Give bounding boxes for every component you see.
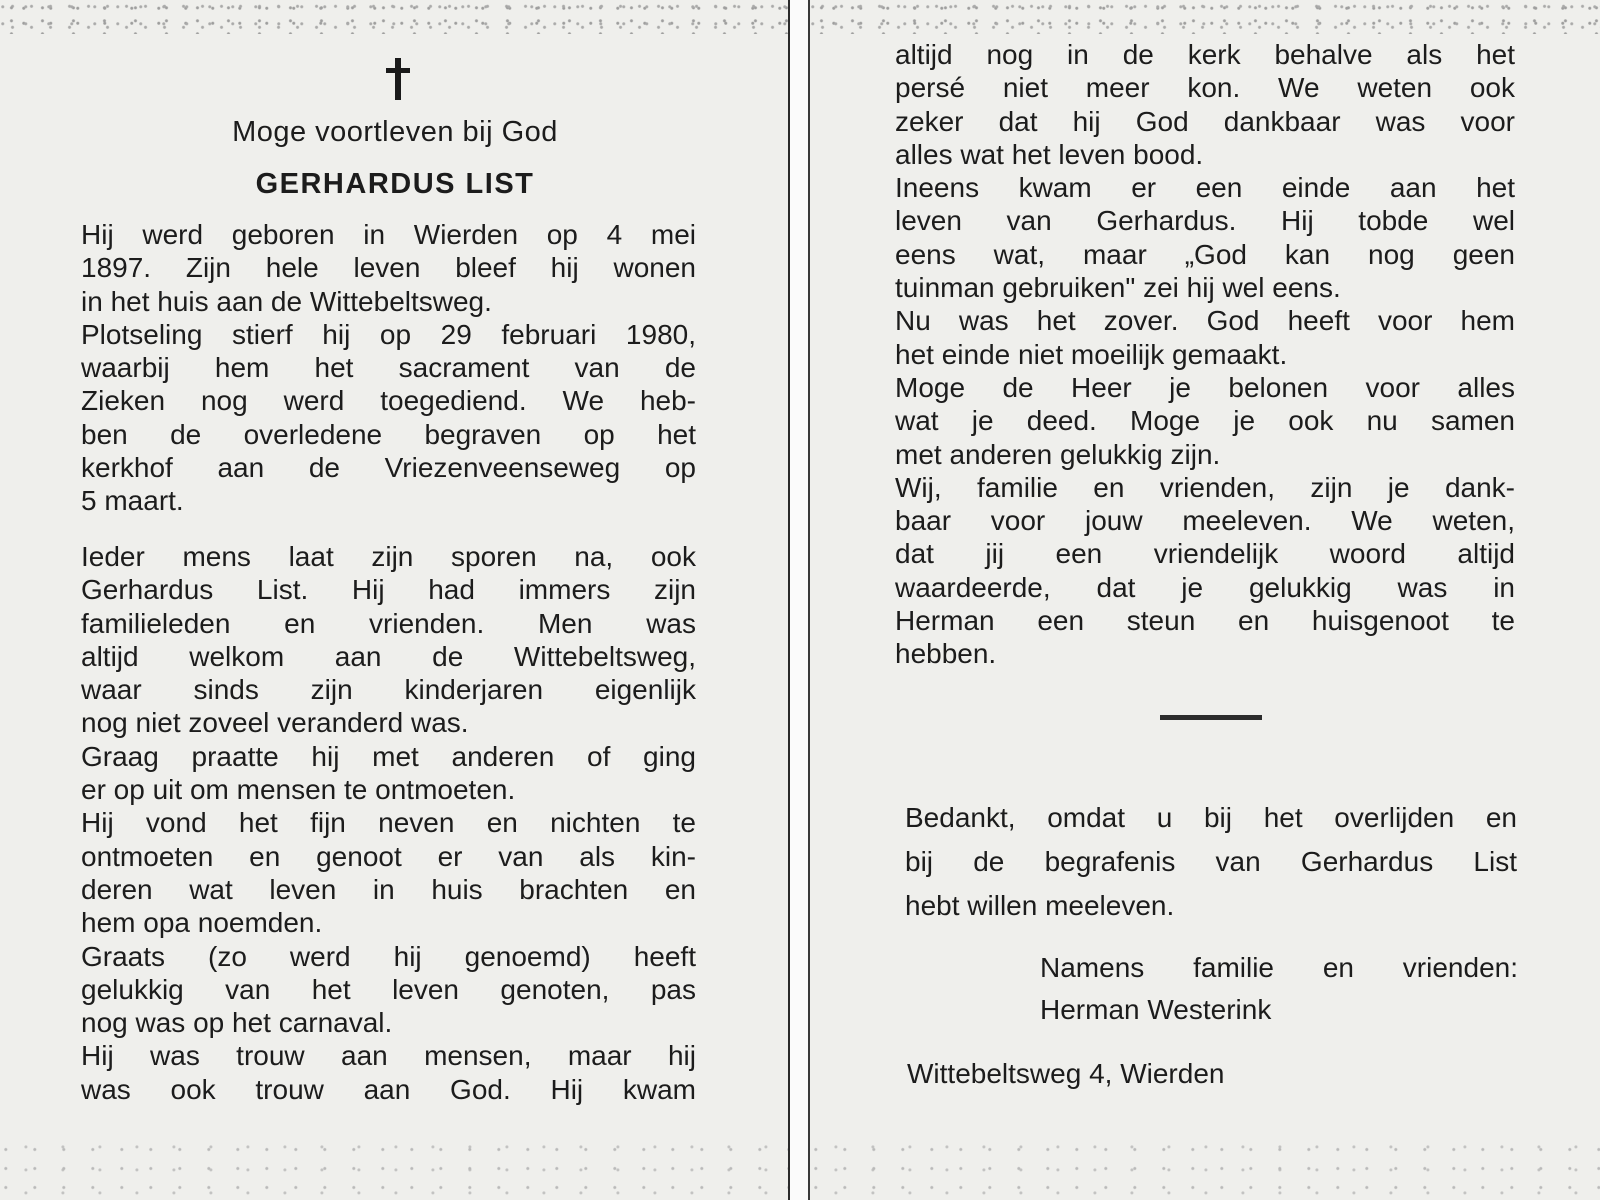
text-line: 1897. Zijn hele leven bleef hij wonen — [81, 252, 696, 284]
text-line: persé niet meer kon. We weten ook — [895, 72, 1515, 104]
text-line: wat je deed. Moge je ook nu samen — [895, 405, 1515, 437]
text-line: eens wat, maar „God kan nog geen — [895, 238, 1515, 270]
text-line: Zieken nog werd toegediend. We heb- — [81, 385, 696, 417]
paragraph-life — [81, 540, 696, 1106]
text-line: Wij, familie en vrienden, zijn je dank- — [895, 471, 1515, 503]
text-line: alles wat het leven bood. — [895, 138, 1204, 170]
text-line: nog niet zoveel veranderd was. — [81, 707, 469, 739]
text-line: kerkhof aan de Vriezenveenseweg op — [81, 452, 696, 484]
text-line: Hij vond het fijn neven en nichten te — [81, 807, 696, 839]
intro-heading: Moge voortleven bij God — [232, 116, 558, 148]
text-line: familieleden en vrienden. Men was — [81, 607, 696, 639]
text-line: altijd nog in de kerk behalve als het — [895, 39, 1515, 70]
text-line: waar sinds zijn kinderjaren eigenlijk — [81, 674, 696, 706]
page-gutter — [790, 0, 808, 1200]
print-speckle — [0, 0, 788, 34]
address: Wittebeltsweg 4, Wierden — [907, 1058, 1225, 1089]
deceased-name: GERHARDUS LIST — [255, 168, 535, 200]
text-line: hebt willen meeleven. — [905, 890, 1175, 921]
signature-line: Namens familie en vrienden: — [1040, 952, 1518, 983]
text-line: tuinman gebruiken" zei hij wel eens. — [895, 272, 1341, 304]
text-line: zeker dat hij God dankbaar was voor — [895, 105, 1515, 137]
text-line: Bedankt, omdat u bij het overlijden en — [905, 802, 1517, 833]
text-line: baar voor jouw meeleven. We weten, — [895, 505, 1515, 537]
print-speckle — [810, 0, 1600, 34]
text-line: er op uit om mensen te ontmoeten. — [81, 774, 516, 806]
text-line: Nu was het zover. God heeft voor hem — [895, 305, 1515, 337]
text-line: gelukkig van het leven genoten, pas — [81, 973, 696, 1005]
signature-name: Herman Westerink — [1040, 994, 1272, 1025]
print-speckle — [810, 1140, 1600, 1200]
text-line: bij de begrafenis van Gerhardus List — [905, 846, 1517, 877]
text-line: ben de overledene begraven op het — [81, 418, 696, 450]
text-line: deren wat leven in huis brachten en — [81, 873, 696, 905]
text-line: Ieder mens laat zijn sporen na, ook — [81, 541, 696, 572]
text-line: altijd welkom aan de Wittebeltsweg, — [81, 640, 696, 672]
text-line: met anderen gelukkig zijn. — [895, 438, 1221, 470]
signature-block — [1040, 947, 1518, 1031]
cross-icon — [383, 56, 413, 102]
paragraph-faith — [895, 38, 1515, 671]
text-line: in het huis aan de Wittebeltsweg. — [81, 285, 492, 317]
text-line: Herman een steun en huisgenoot te — [895, 605, 1515, 637]
text-line: Hij was trouw aan mensen, maar hij — [81, 1040, 696, 1072]
text-line: was ook trouw aan God. Hij kwam — [81, 1073, 696, 1105]
text-line: Graag praatte hij met anderen of ging — [81, 740, 696, 772]
print-speckle — [0, 1140, 788, 1200]
text-line: Plotseling stierf hij op 29 februari 1980, — [81, 318, 696, 350]
text-line: 5 maart. — [81, 485, 184, 517]
text-line: Moge de Heer je belonen voor alles — [895, 371, 1515, 403]
text-line: het einde niet moeilijk gemaakt. — [895, 338, 1288, 370]
text-line: dat jij een vriendelijk woord altijd — [895, 538, 1515, 570]
text-line: Gerhardus List. Hij had immers zijn — [81, 574, 696, 606]
text-line: waardeerde, dat je gelukkig was in — [895, 571, 1515, 603]
paragraph-birth-death — [81, 218, 696, 518]
text-line: Ineens kwam er een einde aan het — [895, 172, 1515, 204]
text-line: hebben. — [895, 638, 997, 670]
text-line: ontmoeten en genoot er van als kin- — [81, 840, 696, 872]
text-line: leven van Gerhardus. Hij tobde wel — [895, 205, 1515, 237]
text-line: hem opa noemden. — [81, 907, 323, 939]
text-line: nog was op het carnaval. — [81, 1007, 393, 1039]
text-line: waarbij hem het sacrament van de — [81, 352, 696, 384]
divider-rule — [1160, 715, 1262, 720]
text-line: Graats (zo werd hij genoemd) heeft — [81, 940, 696, 972]
thanks-paragraph — [905, 796, 1517, 928]
text-line: Hij werd geboren in Wierden op 4 mei — [81, 219, 696, 250]
